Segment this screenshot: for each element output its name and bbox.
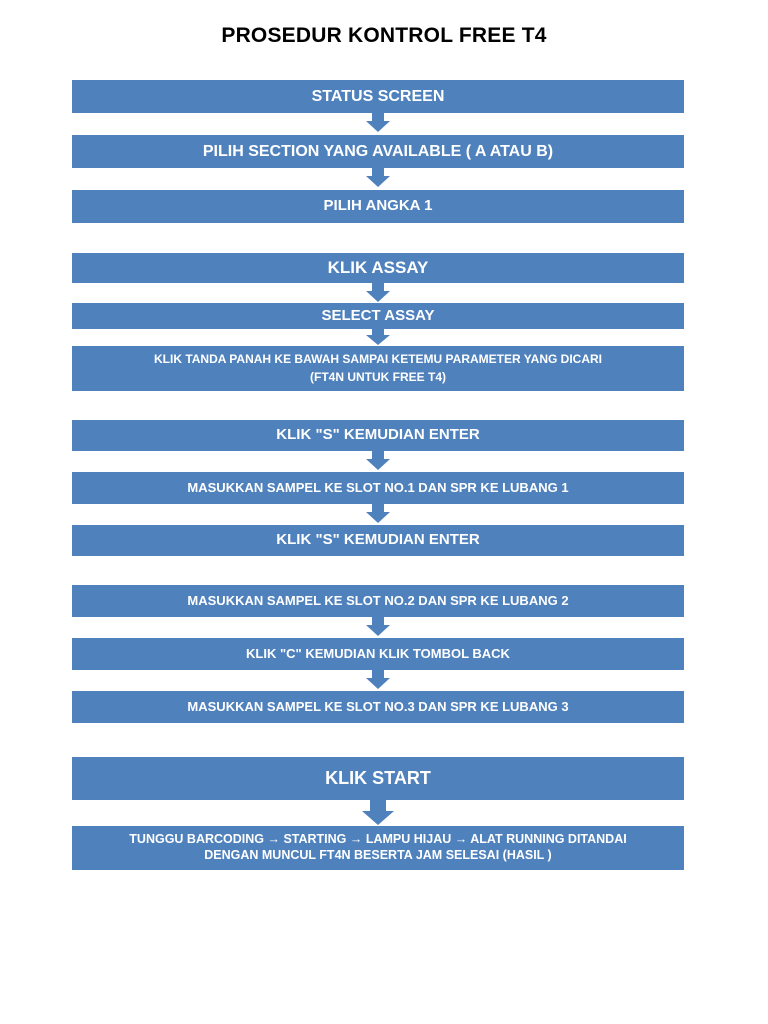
step-text: TUNGGU BARCODING → STARTING → LAMPU HIJAU → ALAT RUNNING DITANDAI bbox=[129, 832, 627, 847]
step-text: KLIK "S" KEMUDIAN ENTER bbox=[276, 426, 480, 444]
arrow-down-icon bbox=[362, 799, 394, 825]
step-pilih-section bbox=[72, 135, 684, 168]
page-title: PROSEDUR KONTROL FREE T4 bbox=[221, 24, 547, 47]
step-text: STATUS SCREEN bbox=[311, 87, 445, 105]
step-klik-assay bbox=[72, 253, 684, 283]
arrow-down-icon bbox=[366, 167, 390, 187]
step-text: KLIK "S" KEMUDIAN ENTER bbox=[276, 531, 480, 549]
arrow-down-icon bbox=[366, 669, 390, 689]
arrow-down-icon bbox=[366, 112, 390, 132]
arrow-down-icon bbox=[366, 503, 390, 523]
step-text: KLIK TANDA PANAH KE BAWAH SAMPAI KETEMU PARAMETER YANG DICARI bbox=[153, 352, 602, 366]
step-select-assay bbox=[72, 303, 684, 329]
step-text: KLIK "C" KEMUDIAN KLIK TOMBOL BACK bbox=[246, 645, 510, 661]
step-text: DENGAN MUNCUL FT4N BESERTA JAM SELESAI (HASIL ) bbox=[204, 848, 552, 862]
step-text: MASUKKAN SAMPEL KE SLOT NO.3 DAN SPR KE LUBANG 3 bbox=[187, 698, 569, 714]
step-text: KLIK ASSAY bbox=[327, 258, 429, 278]
arrow-down-icon bbox=[366, 616, 390, 636]
step-klik-c-back bbox=[72, 638, 684, 670]
step-masukkan-slot-1 bbox=[72, 472, 684, 504]
step-text: KLIK START bbox=[325, 768, 431, 789]
step-tunggu-barcoding bbox=[72, 826, 684, 870]
step-text: MASUKKAN SAMPEL KE SLOT NO.1 DAN SPR KE LUBANG 1 bbox=[187, 479, 569, 495]
step-text: MASUKKAN SAMPEL KE SLOT NO.2 DAN SPR KE LUBANG 2 bbox=[187, 592, 569, 608]
step-status-screen bbox=[72, 80, 684, 113]
step-pilih-angka bbox=[72, 190, 684, 223]
step-klik-start bbox=[72, 757, 684, 800]
step-text: PILIH ANGKA 1 bbox=[323, 197, 433, 215]
step-text: SELECT ASSAY bbox=[321, 306, 435, 324]
step-masukkan-slot-3 bbox=[72, 691, 684, 723]
step-klik-s-enter-1 bbox=[72, 420, 684, 451]
step-text: PILIH SECTION YANG AVAILABLE ( A ATAU B) bbox=[202, 142, 554, 160]
arrow-down-icon bbox=[366, 327, 390, 345]
step-klik-s-enter-2 bbox=[72, 525, 684, 556]
arrow-down-icon bbox=[366, 450, 390, 470]
arrow-down-icon bbox=[366, 282, 390, 302]
step-klik-tanda-panah bbox=[72, 346, 684, 391]
step-masukkan-slot-2 bbox=[72, 585, 684, 617]
step-text: (FT4N UNTUK FREE T4) bbox=[310, 370, 446, 384]
